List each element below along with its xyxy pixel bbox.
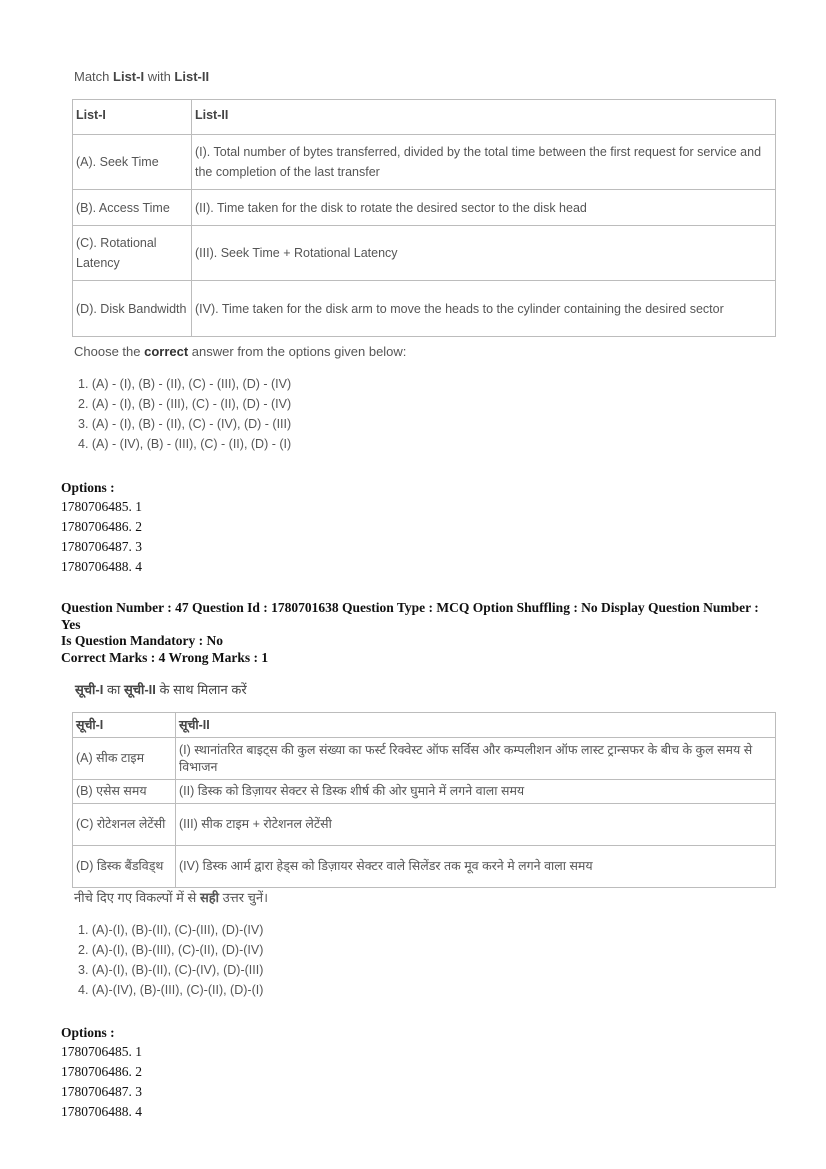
list2-item: (III). Seek Time + Rotational Latency — [192, 226, 776, 281]
option-id-item: 1780706488. 4 — [61, 559, 142, 574]
answer-choice: 2. (A) - (I), (B) - (III), (C) - (II), (D) - (IV) — [78, 397, 292, 411]
list1-item: (C). Rotational Latency — [73, 226, 192, 281]
options-list — [61, 497, 142, 577]
list1-ref: सूची-I — [75, 682, 104, 697]
answer-choice: 4. (A)-(IV), (B)-(III), (C)-(II), (D)-(I) — [78, 983, 264, 997]
english-answer-choices — [78, 374, 291, 454]
list2-header: सूची-II — [176, 713, 776, 738]
hindi-instruction — [75, 680, 247, 698]
hindi-match-table — [72, 712, 776, 888]
choose-text: answer from the options given below: — [188, 344, 407, 359]
answer-choice: 4. (A) - (IV), (B) - (III), (C) - (II), (D) - (I) — [78, 437, 292, 451]
list1-item: (B) एसेस समय — [73, 780, 176, 804]
list2-ref: सूची-II — [123, 682, 156, 697]
choose-text: Choose the — [74, 344, 145, 359]
table-row — [73, 190, 776, 226]
answer-choice: 1. (A) - (I), (B) - (II), (C) - (III), (D) - (IV) — [78, 377, 292, 391]
instruction-text: Match — [74, 69, 114, 84]
table-row — [73, 281, 776, 337]
question-marks-line: Correct Marks : 4 Wrong Marks : 1 — [61, 649, 269, 665]
list1-ref: List-I — [113, 69, 145, 84]
list1-header: सूची-I — [73, 713, 176, 738]
list2-ref: List-II — [174, 69, 210, 84]
option-id-item: 1780706485. 1 — [61, 499, 142, 514]
english-match-table — [72, 99, 776, 337]
option-id-item: 1780706487. 3 — [61, 1084, 142, 1099]
options-heading: Options : — [61, 480, 115, 495]
options-heading: Options : — [61, 1025, 115, 1040]
table-row — [73, 846, 776, 888]
english-instruction — [74, 69, 209, 84]
list1-item: (C) रोटेशनल लेटेंसी — [73, 804, 176, 846]
option-id-item: 1780706486. 2 — [61, 519, 142, 534]
table-header-row — [73, 713, 776, 738]
list1-item: (D) डिस्क बैंडविड्थ — [73, 846, 176, 888]
hindi-choose-instruction — [74, 888, 268, 906]
list1-header: List-I — [73, 100, 192, 135]
choose-emphasis: सही — [199, 890, 220, 905]
table-row — [73, 804, 776, 846]
hindi-answer-choices — [78, 920, 263, 1000]
list2-item: (I) स्थानांतरित बाइट्स की कुल संख्या का फर्स्ट रिक्वेस्ट ऑफ सर्विस और कम्पलीशन ऑफ लास्ट ट्रान्सफर के बीच के कुल समय से विभाजन — [176, 738, 776, 780]
list1-item: (A). Seek Time — [73, 135, 192, 190]
list2-item: (II). Time taken for the disk to rotate the desired sector to the disk head — [192, 190, 776, 226]
list2-item: (II) डिस्क को डिज़ायर सेक्टर से डिस्क शीर्ष की ओर घुमाने में लगने वाला समय — [176, 780, 776, 804]
list1-item: (A) सीक टाइम — [73, 738, 176, 780]
question-info-line: Question Number : 47 Question Id : 1780701638 Question Type : MCQ Option Shuffling : No Display Question Number : Yes — [61, 600, 759, 632]
answer-choice: 3. (A)-(I), (B)-(II), (C)-(IV), (D)-(III) — [78, 963, 264, 977]
table-header-row — [73, 100, 776, 135]
answer-choice: 3. (A) - (I), (B) - (II), (C) - (IV), (D) - (III) — [78, 417, 292, 431]
option-id-item: 1780706486. 2 — [61, 1064, 142, 1079]
instruction-text: के साथ मिलान करें — [155, 682, 247, 697]
question-mandatory-line: Is Question Mandatory : No — [61, 633, 224, 648]
list2-item: (III) सीक टाइम + रोटेशनल लेटेंसी — [176, 804, 776, 846]
table-row — [73, 780, 776, 804]
list1-item: (B). Access Time — [73, 190, 192, 226]
options-list — [61, 1042, 142, 1122]
list2-item: (I). Total number of bytes transferred, divided by the total time between the first request for service and the completion of the last transfer — [192, 135, 776, 190]
choose-text: नीचे दिए गए विकल्पों में से — [74, 890, 200, 905]
question-metadata — [61, 600, 781, 666]
english-choose-instruction — [74, 344, 406, 359]
answer-choice: 2. (A)-(I), (B)-(III), (C)-(II), (D)-(IV) — [78, 943, 264, 957]
option-id-item: 1780706485. 1 — [61, 1044, 142, 1059]
answer-choice: 1. (A)-(I), (B)-(II), (C)-(III), (D)-(IV) — [78, 923, 264, 937]
list1-item: (D). Disk Bandwidth — [73, 281, 192, 337]
option-id-item: 1780706488. 4 — [61, 1104, 142, 1119]
choose-emphasis: correct — [144, 344, 189, 359]
choose-text: उत्तर चुनें। — [219, 890, 269, 905]
instruction-text: with — [144, 69, 175, 84]
list2-item: (IV). Time taken for the disk arm to move the heads to the cylinder containing the desired sector — [192, 281, 776, 337]
table-row — [73, 738, 776, 780]
table-row — [73, 226, 776, 281]
option-id-item: 1780706487. 3 — [61, 539, 142, 554]
list2-header: List-II — [192, 100, 776, 135]
instruction-text: का — [103, 682, 124, 697]
list2-item: (IV) डिस्क आर्म द्वारा हेड्स को डिज़ायर सेक्टर वाले सिलेंडर तक मूव करने मे लगने वाला समय — [176, 846, 776, 888]
table-row — [73, 135, 776, 190]
